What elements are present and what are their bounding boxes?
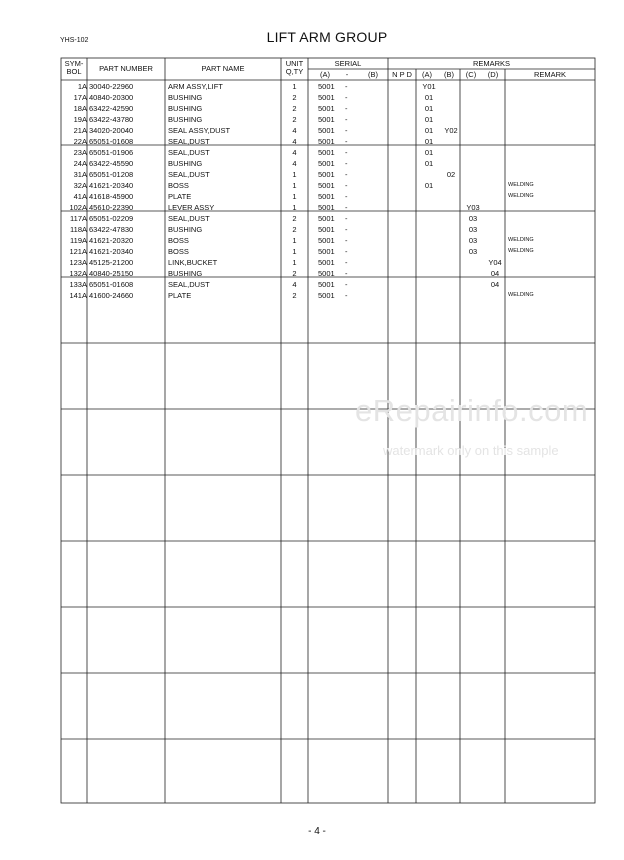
cell-serial-a: 5001 xyxy=(318,236,335,245)
header-serial-b: (B) xyxy=(368,70,378,79)
cell-part-number: 65051-01906 xyxy=(89,148,134,157)
cell-rem-a: 01 xyxy=(424,93,434,102)
cell-part-name: BOSS xyxy=(168,181,189,190)
cell-serial-dash: - xyxy=(345,181,348,190)
cell-remark: WELDING xyxy=(508,292,534,298)
cell-symbol: 18A xyxy=(73,104,87,113)
cell-serial-a: 5001 xyxy=(318,247,335,256)
cell-part-name: SEAL,DUST xyxy=(168,214,210,223)
cell-part-number: 65051-01608 xyxy=(89,280,134,289)
cell-qty: 2 xyxy=(292,269,297,278)
cell-serial-a: 5001 xyxy=(318,225,335,234)
cell-part-number: 40840-25150 xyxy=(89,269,134,278)
header-remarks: REMARKS xyxy=(472,59,511,68)
cell-symbol: 102A xyxy=(69,203,87,212)
cell-part-name: BUSHING xyxy=(168,104,203,113)
cell-part-number: 34020-20040 xyxy=(89,126,134,135)
cell-serial-a: 5001 xyxy=(318,115,335,124)
cell-rem-b: 02 xyxy=(446,170,456,179)
cell-serial-a: 5001 xyxy=(318,214,335,223)
cell-part-name: PLATE xyxy=(168,291,192,300)
cell-part-name: SEAL,DUST xyxy=(168,137,210,146)
cell-qty: 4 xyxy=(292,159,297,168)
cell-rem-b: Y02 xyxy=(444,126,458,135)
cell-serial-a: 5001 xyxy=(318,170,335,179)
cell-serial-a: 5001 xyxy=(318,203,335,212)
cell-qty: 4 xyxy=(292,148,297,157)
cell-part-name: SEAL ASSY,DUST xyxy=(168,126,231,135)
cell-serial-a: 5001 xyxy=(318,192,335,201)
header-npd: N P D xyxy=(392,70,412,79)
cell-rem-a: 01 xyxy=(424,148,434,157)
cell-qty: 2 xyxy=(292,104,297,113)
cell-part-name: SEAL,DUST xyxy=(168,280,210,289)
cell-serial-dash: - xyxy=(345,203,348,212)
cell-part-number: 63422-47830 xyxy=(89,225,134,234)
cell-remark: WELDING xyxy=(508,237,534,243)
cell-symbol: 17A xyxy=(73,93,87,102)
cell-qty: 4 xyxy=(292,137,297,146)
cell-part-number: 63422-42590 xyxy=(89,104,134,113)
cell-rem-a: 01 xyxy=(424,126,434,135)
cell-symbol: 1A xyxy=(77,82,87,91)
cell-rem-c: 03 xyxy=(468,247,478,256)
cell-part-number: 41621-20340 xyxy=(89,247,134,256)
cell-serial-dash: - xyxy=(345,159,348,168)
header-serial-dash: - xyxy=(345,70,349,79)
cell-symbol: 24A xyxy=(73,159,87,168)
cell-symbol: 31A xyxy=(73,170,87,179)
header-rem-a: (A) xyxy=(422,70,432,79)
cell-serial-a: 5001 xyxy=(318,104,335,113)
cell-serial-dash: - xyxy=(345,236,348,245)
cell-serial-dash: - xyxy=(345,137,348,146)
cell-part-name: BUSHING xyxy=(168,225,203,234)
cell-serial-dash: - xyxy=(345,269,348,278)
cell-rem-d: Y04 xyxy=(488,258,502,267)
cell-symbol: 141A xyxy=(69,291,87,300)
header-rem-b: (B) xyxy=(444,70,454,79)
cell-symbol: 32A xyxy=(73,181,87,190)
cell-serial-dash: - xyxy=(345,225,348,234)
cell-qty: 2 xyxy=(292,225,297,234)
cell-serial-a: 5001 xyxy=(318,159,335,168)
cell-serial-dash: - xyxy=(345,148,348,157)
cell-part-name: BUSHING xyxy=(168,159,203,168)
cell-qty: 2 xyxy=(292,214,297,223)
document-id: YHS-102 xyxy=(60,37,89,44)
cell-qty: 1 xyxy=(292,258,297,267)
cell-symbol: 132A xyxy=(69,269,87,278)
cell-rem-a: Y01 xyxy=(422,82,436,91)
cell-serial-a: 5001 xyxy=(318,280,335,289)
cell-qty: 1 xyxy=(292,203,297,212)
cell-serial-a: 5001 xyxy=(318,291,335,300)
cell-qty: 1 xyxy=(292,236,297,245)
cell-part-number: 65051-01208 xyxy=(89,170,134,179)
watermark-brand: eRepairinfo.com xyxy=(355,393,589,428)
cell-part-name: SEAL,DUST xyxy=(168,170,210,179)
cell-qty: 1 xyxy=(292,170,297,179)
cell-serial-dash: - xyxy=(345,214,348,223)
cell-part-name: BUSHING xyxy=(168,93,203,102)
cell-qty: 1 xyxy=(292,192,297,201)
cell-rem-d: 04 xyxy=(490,280,500,289)
cell-symbol: 133A xyxy=(69,280,87,289)
cell-serial-a: 5001 xyxy=(318,258,335,267)
cell-part-name: BOSS xyxy=(168,236,189,245)
page-number: - 4 - xyxy=(308,826,326,837)
cell-part-number: 45125-21200 xyxy=(89,258,134,267)
cell-symbol: 123A xyxy=(69,258,87,267)
cell-qty: 1 xyxy=(292,82,297,91)
cell-part-number: 40840-20300 xyxy=(89,93,134,102)
cell-symbol: 118A xyxy=(70,225,87,234)
cell-qty: 4 xyxy=(292,280,297,289)
cell-serial-a: 5001 xyxy=(318,181,335,190)
cell-part-name: LEVER ASSY xyxy=(168,203,215,212)
header-serial-a: (A) xyxy=(320,70,330,79)
cell-part-number: 30040-22960 xyxy=(89,82,134,91)
cell-qty: 2 xyxy=(292,93,297,102)
cell-serial-dash: - xyxy=(345,126,348,135)
header-serial: SERIAL xyxy=(334,59,362,68)
cell-serial-dash: - xyxy=(345,247,348,256)
cell-serial-dash: - xyxy=(345,258,348,267)
cell-serial-dash: - xyxy=(345,104,348,113)
cell-rem-a: 01 xyxy=(424,137,434,146)
cell-rem-d: 04 xyxy=(490,269,500,278)
cell-serial-dash: - xyxy=(345,82,348,91)
cell-rem-a: 01 xyxy=(424,115,434,124)
cell-serial-a: 5001 xyxy=(318,269,335,278)
watermark-note: watermark only on this sample xyxy=(383,443,559,458)
cell-rem-c: 03 xyxy=(468,225,478,234)
cell-symbol: 121A xyxy=(69,247,87,256)
cell-part-number: 63422-43780 xyxy=(89,115,134,124)
cell-part-number: 65051-01608 xyxy=(89,137,134,146)
cell-serial-dash: - xyxy=(345,115,348,124)
cell-serial-dash: - xyxy=(345,280,348,289)
cell-remark: WELDING xyxy=(508,182,534,188)
cell-qty: 2 xyxy=(292,291,297,300)
cell-part-name: LINK,BUCKET xyxy=(168,258,218,267)
header-remark: REMARK xyxy=(533,70,567,79)
page-title: LIFT ARM GROUP xyxy=(266,29,388,45)
cell-rem-a: 01 xyxy=(424,104,434,113)
header-unit-qty: UNIT Q,TY xyxy=(285,59,304,76)
cell-qty: 1 xyxy=(292,247,297,256)
cell-part-number: 41618-45900 xyxy=(89,192,134,201)
cell-serial-dash: - xyxy=(345,291,348,300)
cell-part-name: PLATE xyxy=(168,192,192,201)
cell-part-number: 41621-20340 xyxy=(89,181,134,190)
header-part-name: PART NAME xyxy=(201,64,245,73)
header-rem-d: (D) xyxy=(487,70,499,79)
cell-serial-a: 5001 xyxy=(318,126,335,135)
cell-rem-c: 03 xyxy=(468,236,478,245)
cell-remark: WELDING xyxy=(508,193,534,199)
cell-serial-a: 5001 xyxy=(318,93,335,102)
cell-qty: 4 xyxy=(292,126,297,135)
cell-serial-a: 5001 xyxy=(318,148,335,157)
cell-part-name: BUSHING xyxy=(168,269,203,278)
cell-part-name: BOSS xyxy=(168,247,189,256)
cell-symbol: 19A xyxy=(73,115,87,124)
cell-part-number: 63422-45590 xyxy=(89,159,134,168)
cell-remark: WELDING xyxy=(508,248,534,254)
header-symbol: SYM- BOL xyxy=(64,59,84,76)
cell-part-name: ARM ASSY,LIFT xyxy=(168,82,223,91)
cell-serial-dash: - xyxy=(345,192,348,201)
cell-part-name: BUSHING xyxy=(168,115,203,124)
cell-symbol: 21A xyxy=(73,126,87,135)
cell-part-number: 41600-24660 xyxy=(89,291,134,300)
cell-serial-dash: - xyxy=(345,170,348,179)
cell-symbol: 119A xyxy=(70,236,87,245)
cell-part-name: SEAL,DUST xyxy=(168,148,210,157)
cell-symbol: 22A xyxy=(73,137,87,146)
cell-part-number: 45610-22390 xyxy=(89,203,134,212)
header-rem-c: (C) xyxy=(465,70,477,79)
cell-qty: 1 xyxy=(292,181,297,190)
cell-qty: 2 xyxy=(292,115,297,124)
cell-serial-a: 5001 xyxy=(318,82,335,91)
cell-symbol: 117A xyxy=(70,214,87,223)
cell-rem-c: Y03 xyxy=(466,203,480,212)
cell-rem-a: 01 xyxy=(424,181,434,190)
cell-rem-a: 01 xyxy=(424,159,434,168)
cell-serial-a: 5001 xyxy=(318,137,335,146)
cell-part-number: 65051-02209 xyxy=(89,214,134,223)
cell-serial-dash: - xyxy=(345,93,348,102)
cell-part-number: 41621-20320 xyxy=(89,236,134,245)
cell-symbol: 41A xyxy=(73,192,87,201)
header-part-number: PART NUMBER xyxy=(99,64,153,73)
cell-symbol: 23A xyxy=(73,148,87,157)
cell-rem-c: 03 xyxy=(468,214,478,223)
